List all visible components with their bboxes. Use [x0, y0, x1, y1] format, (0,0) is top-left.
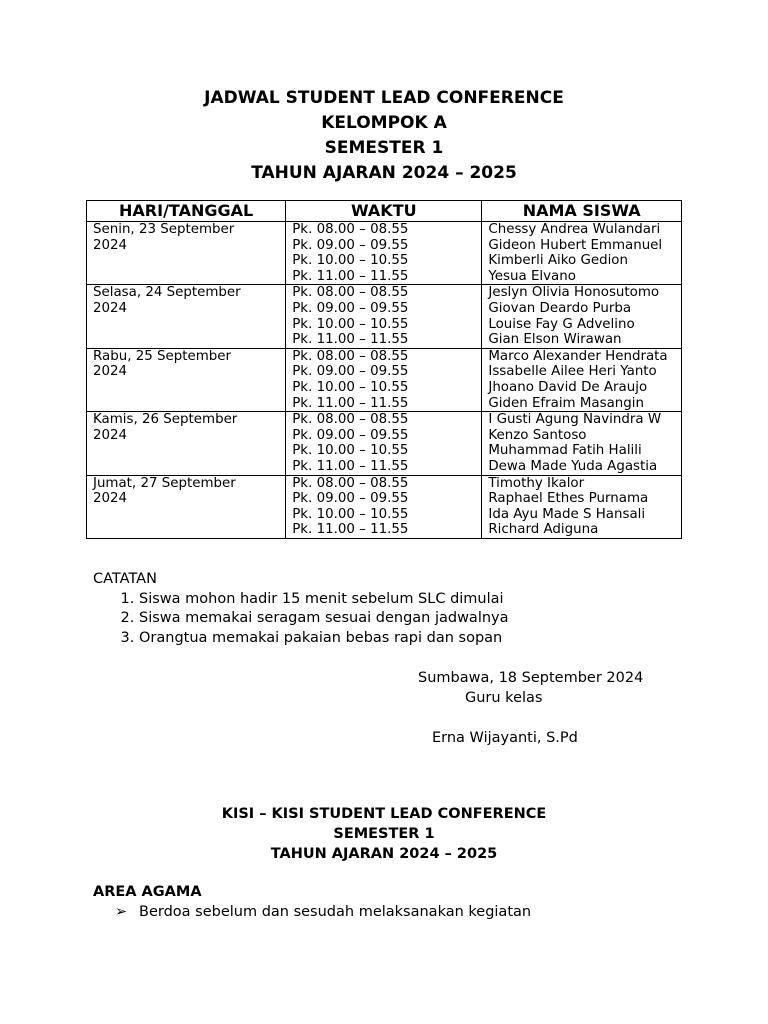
notes-title: CATATAN: [93, 571, 157, 587]
time-slot: Pk. 09.00 – 09.55: [292, 364, 409, 380]
table-row: [87, 285, 682, 348]
student-name: Issabelle Ailee Heri Yanto: [488, 364, 657, 380]
column-header-time: WAKTU: [286, 201, 482, 222]
time-slot: Pk. 11.00 – 11.55: [292, 395, 409, 411]
time-slot: Pk. 08.00 – 08.55: [292, 475, 409, 491]
table-row: [87, 348, 682, 411]
time-cell: [286, 348, 482, 411]
notes-section: [93, 570, 509, 648]
note-item: 1. Siswa mohon hadir 15 menit sebelum SLC dimulai: [139, 590, 509, 610]
date-cell: [87, 412, 286, 475]
student-name: Timothy Ikalor: [488, 475, 585, 491]
time-slot: Pk. 08.00 – 08.55: [292, 285, 409, 301]
student-name: Ida Ayu Made S Hansali: [488, 506, 646, 522]
time-cell: [286, 412, 482, 475]
section2-title-line: TAHUN AJARAN 2024 – 2025: [270, 846, 498, 862]
date-cell: [87, 285, 286, 348]
student-name: Marco Alexander Hendrata: [488, 348, 668, 364]
area-title: AREA AGAMA: [93, 884, 202, 900]
time-slot: Pk. 10.00 – 10.55: [292, 379, 409, 395]
place-date: Sumbawa, 18 September 2024: [418, 670, 644, 686]
student-name: Jeslyn Olivia Honosutomo: [488, 285, 660, 301]
date-text: Selasa, 24 September 2024: [93, 285, 241, 316]
notes-list: [93, 590, 509, 649]
time-slot: Pk. 09.00 – 09.55: [292, 427, 409, 443]
table-row: [87, 222, 682, 285]
name-cell: [482, 222, 682, 285]
student-name: Raphael Ethes Purnama: [488, 491, 649, 507]
column-header-name: NAMA SISWA: [482, 201, 682, 222]
time-slot: Pk. 11.00 – 11.55: [292, 458, 409, 474]
student-name: Jhoano David De Araujo: [488, 379, 648, 395]
schedule-table: [86, 200, 682, 539]
time-cell: [286, 475, 482, 538]
date-cell: [87, 348, 286, 411]
time-slot: Pk. 08.00 – 08.55: [292, 348, 409, 364]
student-name: Giovan Deardo Purba: [488, 300, 632, 316]
time-slot: Pk. 11.00 – 11.55: [292, 522, 409, 538]
title-line: TAHUN AJARAN 2024 – 2025: [251, 163, 517, 183]
student-name: Louise Fay G Advelino: [488, 316, 635, 332]
note-item: 2. Siswa memakai seragam sesuai dengan jadwalnya: [139, 609, 509, 629]
date-cell: [87, 222, 286, 285]
title-line: JADWAL STUDENT LEAD CONFERENCE: [204, 88, 564, 108]
date-text: Rabu, 25 September 2024: [93, 348, 232, 380]
time-slot: Pk. 09.00 – 09.55: [292, 300, 409, 316]
date-cell: [87, 475, 286, 538]
student-name: Gideon Hubert Emmanuel: [488, 237, 663, 253]
time-slot: Pk. 10.00 – 10.55: [292, 316, 409, 332]
arrow-bullet-icon: ➢: [115, 904, 128, 920]
time-slot: Pk. 10.00 – 10.55: [292, 443, 409, 459]
student-name: Chessy Andrea Wulandari: [488, 222, 661, 237]
student-name: I Gusti Agung Navindra W: [488, 412, 662, 428]
student-name: Kenzo Santoso: [488, 427, 587, 443]
time-slot: Pk. 09.00 – 09.55: [292, 237, 409, 253]
date-text: Jumat, 27 September 2024: [93, 475, 236, 507]
name-cell: [482, 412, 682, 475]
section2-title: [0, 804, 768, 864]
time-slot: Pk. 09.00 – 09.55: [292, 491, 409, 507]
document-title: [0, 86, 768, 186]
note-item: 3. Orangtua memakai pakaian bebas rapi dan sopan: [139, 629, 509, 649]
student-name: Yesua Elvano: [488, 268, 576, 284]
time-cell: [286, 285, 482, 348]
table-header-row: [87, 201, 682, 222]
date-text: Senin, 23 September 2024: [93, 222, 235, 253]
schedule-body: [87, 222, 682, 539]
student-name: Richard Adiguna: [488, 522, 599, 538]
student-name: Gian Elson Wirawan: [488, 332, 622, 348]
student-name: Muhammad Fatih Halili: [488, 443, 642, 459]
name-cell: [482, 475, 682, 538]
column-header-date: HARI/TANGGAL: [87, 201, 286, 222]
area-item: [115, 902, 532, 922]
signer-name: Erna Wijayanti, S.Pd: [432, 730, 578, 746]
section2-title-line: SEMESTER 1: [333, 826, 435, 842]
time-slot: Pk. 10.00 – 10.55: [292, 506, 409, 522]
area-item-text: Berdoa sebelum dan sesudah melaksanakan kegiatan: [139, 904, 532, 920]
time-slot: Pk. 08.00 – 08.55: [292, 412, 409, 428]
title-line: KELOMPOK A: [321, 113, 447, 133]
date-text: Kamis, 26 September 2024: [93, 412, 238, 443]
area-list: [93, 902, 531, 922]
name-cell: [482, 285, 682, 348]
time-slot: Pk. 10.00 – 10.55: [292, 253, 409, 269]
table-row: [87, 412, 682, 475]
student-name: Kimberli Aiko Gedion: [488, 253, 628, 269]
student-name: Dewa Made Yuda Agastia: [488, 458, 658, 474]
student-name: Giden Efraim Masangin: [488, 395, 644, 411]
name-cell: [482, 348, 682, 411]
time-slot: Pk. 11.00 – 11.55: [292, 332, 409, 348]
area-section: [93, 882, 531, 922]
signer-role: Guru kelas: [465, 690, 543, 706]
time-cell: [286, 222, 482, 285]
section2-title-line: KISI – KISI STUDENT LEAD CONFERENCE: [221, 806, 547, 822]
time-slot: Pk. 11.00 – 11.55: [292, 268, 409, 284]
title-line: SEMESTER 1: [324, 138, 444, 158]
table-row: [87, 475, 682, 538]
time-slot: Pk. 08.00 – 08.55: [292, 222, 409, 237]
